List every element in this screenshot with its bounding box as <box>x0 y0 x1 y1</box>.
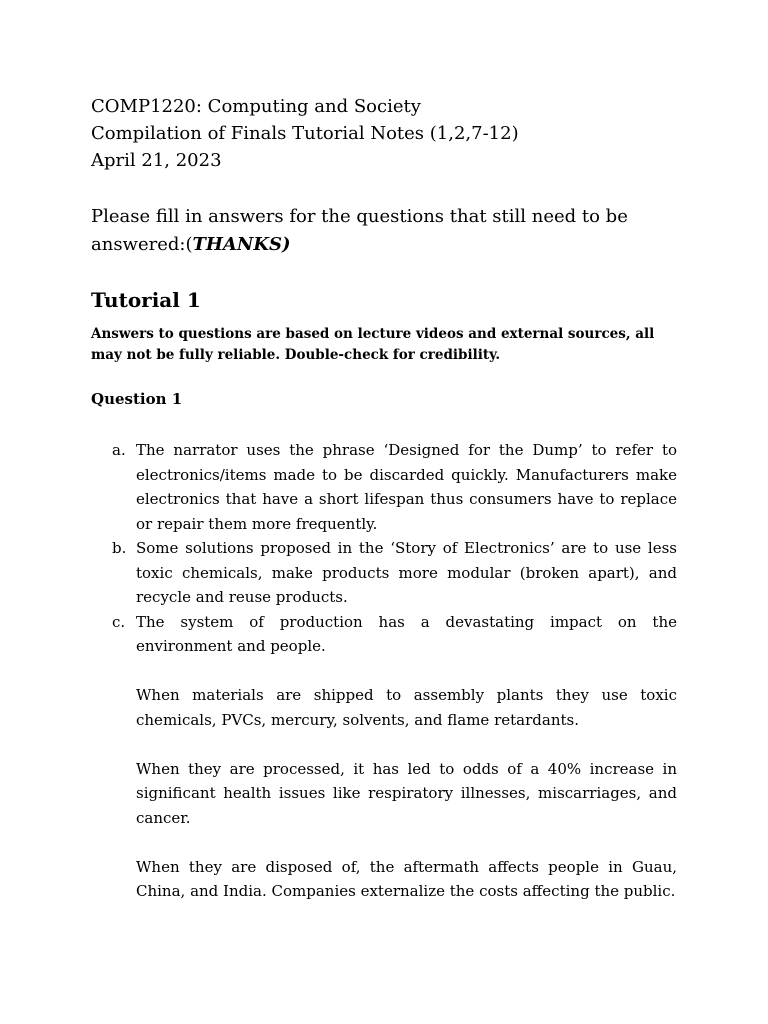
answer-paragraph: When materials are shipped to assembly plants they use toxic chemicals, PVCs, mercury, solvents, and flame retardants. <box>136 686 677 729</box>
answer-marker: b. <box>112 539 127 557</box>
answer-list <box>112 438 677 904</box>
question-heading: Question 1 <box>91 390 183 408</box>
paragraph-gap <box>136 830 677 855</box>
answer-text: The narrator uses the phrase ‘Designed for the Dump’ to refer to electronics/items made to be discarded quickly. Manufacturers make electronics that have a short lifespan thus consumers have to replace or repair them more frequently. <box>136 441 677 533</box>
paragraph-gap <box>136 732 677 757</box>
course-title: COMP1220: Computing and Society <box>91 96 421 117</box>
disclaimer-note: Answers to questions are based on lecture videos and external sources, all may not be fully reliable. Double-check for credibility. <box>91 326 655 363</box>
document-date: April 21, 2023 <box>91 150 222 171</box>
intro-text: Please fill in answers for the questions that still need to be answered:( <box>91 206 628 255</box>
answer-item-a <box>112 438 677 536</box>
paragraph-gap <box>136 659 677 684</box>
answer-paragraph: When they are processed, it has led to odds of a 40% increase in significant health issues like respiratory illnesses, miscarriages, and cancer. <box>136 759 677 827</box>
answer-paragraph: When they are disposed of, the aftermath affects people in Guau, China, and India. Companies externalize the costs affecting the public. <box>136 857 677 900</box>
answer-marker: a. <box>112 441 126 459</box>
answer-marker: c. <box>112 612 126 631</box>
compilation-title: Compilation of Finals Tutorial Notes (1,2,7-12) <box>91 123 519 144</box>
intro-request <box>91 203 651 259</box>
answer-item-b <box>112 536 677 610</box>
answer-text: The system of production has a devastating impact on the environment and people. <box>136 612 677 655</box>
intro-emphasis: THANKS) <box>192 234 291 255</box>
answer-item-c <box>112 610 677 904</box>
tutorial-heading: Tutorial 1 <box>91 288 201 312</box>
answer-text: Some solutions proposed in the ‘Story of Electronics’ are to use less toxic chemicals, make products more modular (broken apart), and recycle and reuse products. <box>136 539 677 606</box>
